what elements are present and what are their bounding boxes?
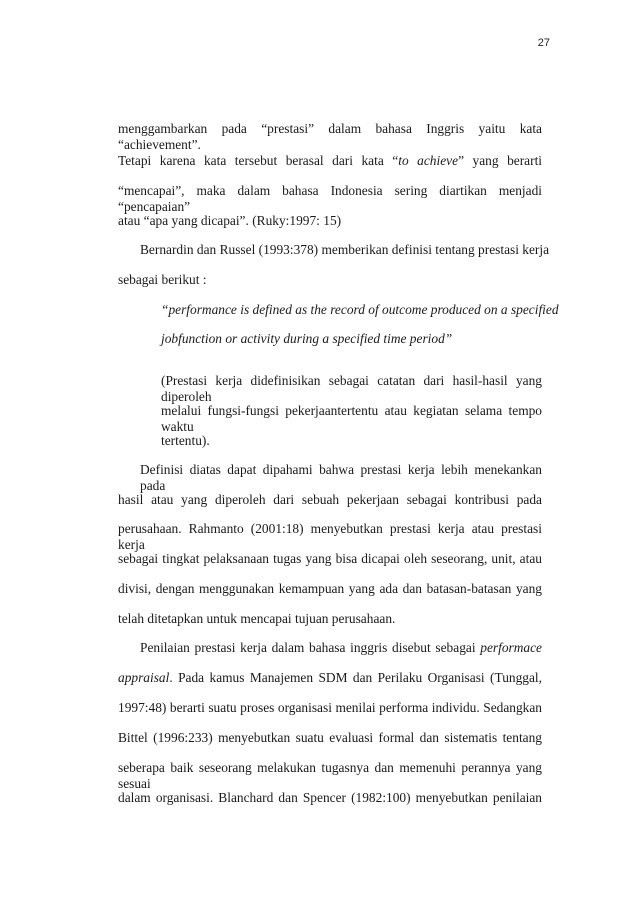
translation-line-3: tertentu). bbox=[161, 433, 210, 448]
p1-line-3: “mencapai”, maka dalam bahasa Indonesia sering diartikan menjadi “pencapaian” bbox=[118, 183, 542, 214]
p3-line-4: sebagai tingkat pelaksanaan tugas yang bisa dicapai oleh seseorang, unit, atau bbox=[118, 551, 542, 566]
quote-line-1: “performance is defined as the record of outcome produced on a specified bbox=[161, 302, 559, 317]
p4-line-5: seberapa baik seseorang melakukan tugasnya dan memenuhi perannya yang sesuai bbox=[118, 760, 542, 791]
p1-line-1: menggambarkan pada “prestasi” dalam bahasa Inggris yaitu kata “achievement”. bbox=[118, 121, 542, 152]
translation-line-2: melalui fungsi-fungsi pekerjaantertentu atau kegiatan selama tempo waktu bbox=[161, 403, 542, 434]
quote-line-2: jobfunction or activity during a specified time period” bbox=[161, 331, 453, 346]
p2-line-1: Bernardin dan Russel (1993:378) memberikan definisi tentang prestasi kerja bbox=[140, 242, 550, 257]
p4-line-1: Penilaian prestasi kerja dalam bahasa inggris disebut sebagai performace bbox=[140, 640, 542, 655]
p2-line-2: sebagai berikut : bbox=[118, 272, 207, 287]
p1-line-4: atau “apa yang dicapai”. (Ruky:1997: 15) bbox=[118, 213, 342, 228]
p3-line-5: divisi, dengan menggunakan kemampuan yang ada dan batasan-batasan yang bbox=[118, 581, 542, 596]
p4-line-6: dalam organisasi. Blanchard dan Spencer (1982:100) menyebutkan penilaian bbox=[118, 790, 542, 805]
p4-line-4: Bittel (1996:233) menyebutkan suatu evaluasi formal dan sistematis tentang bbox=[118, 730, 542, 745]
p1-line-2: Tetapi karena kata tersebut berasal dari kata “to achieve” yang berarti bbox=[118, 153, 543, 168]
p3-line-3: perusahaan. Rahmanto (2001:18) menyebutkan prestasi kerja atau prestasi kerja bbox=[118, 521, 542, 552]
p3-line-1: Definisi diatas dapat dipahami bahwa prestasi kerja lebih menekankan pada bbox=[140, 462, 542, 493]
p3-line-2: hasil atau yang diperoleh dari sebuah pekerjaan sebagai kontribusi pada bbox=[118, 492, 542, 507]
translation-line-1: (Prestasi kerja didefinisikan sebagai catatan dari hasil-hasil yang diperoleh bbox=[161, 373, 542, 404]
page-number: 27 bbox=[537, 37, 550, 49]
p4-line-2: appraisal. Pada kamus Manajemen SDM dan Perilaku Organisasi (Tunggal, bbox=[118, 670, 542, 685]
p4-line-3: 1997:48) berarti suatu proses organisasi menilai performa individu. Sedangkan bbox=[118, 700, 542, 715]
p3-line-6: telah ditetapkan untuk mencapai tujuan perusahaan. bbox=[118, 611, 396, 626]
